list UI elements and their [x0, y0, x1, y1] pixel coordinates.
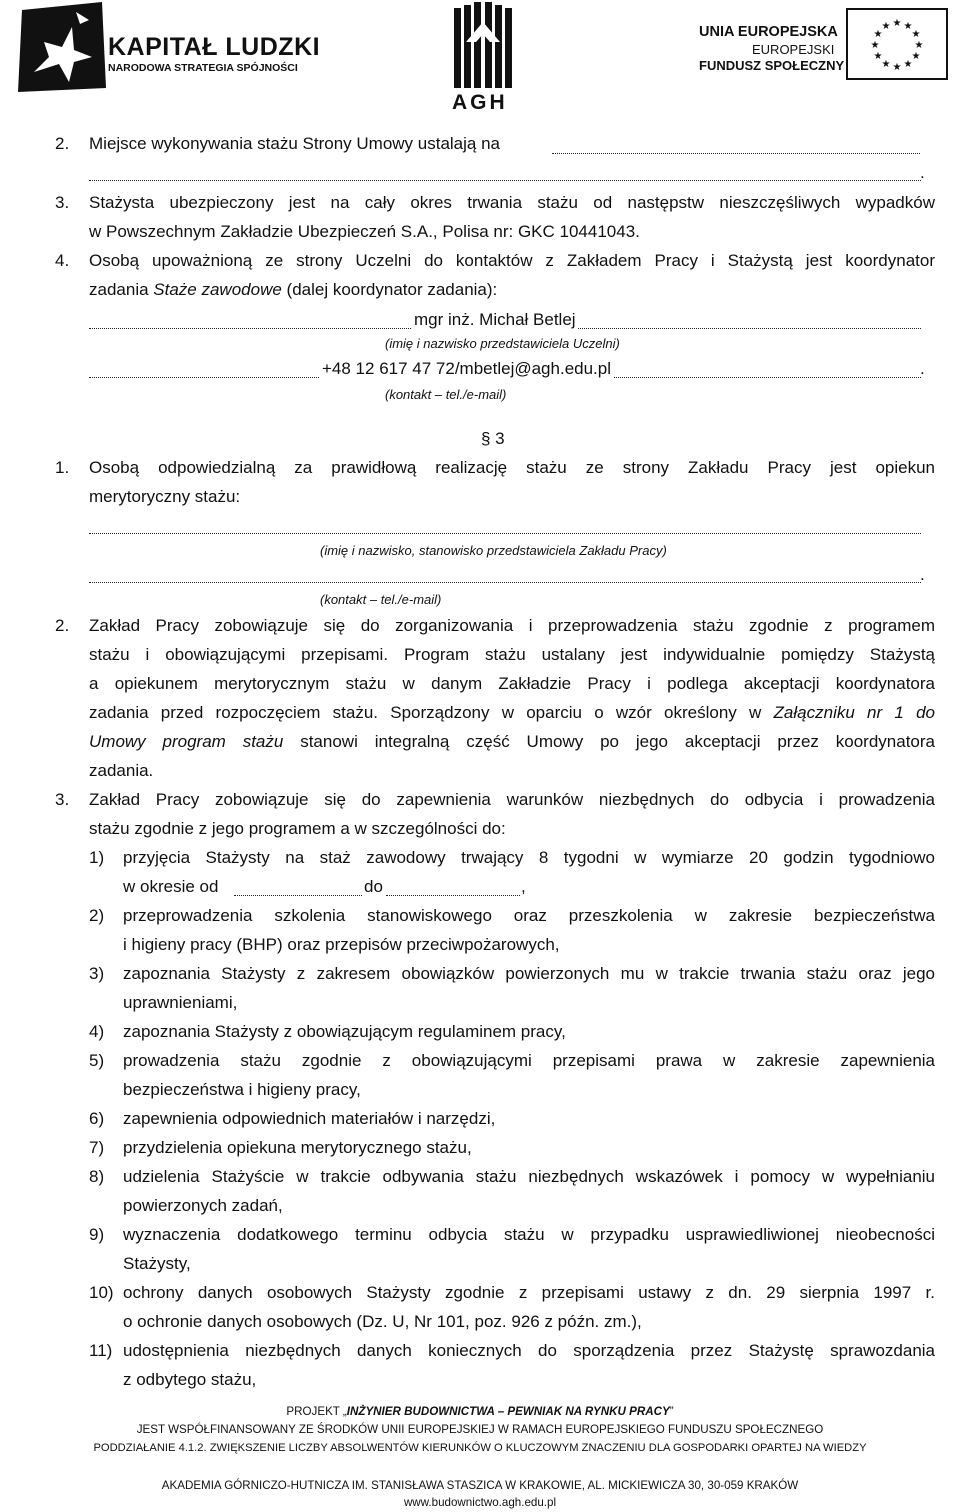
agh-logo-mark: [450, 2, 516, 90]
item-4-number: 4.: [55, 251, 70, 270]
s3-item-2-line-4: zadania przed rozpoczęciem stażu. Sporządzony w oparciu o wzór określony w Załączniku nr 1 do: [89, 703, 935, 722]
project-task-name: Staże zawodowe: [153, 280, 282, 299]
list-item-text: zapewnienia odpowiednich materiałów i narzędzi,: [123, 1109, 496, 1128]
item-2-text: Miejsce wykonywania stażu Strony Umowy ustalają na: [89, 134, 501, 153]
svg-text:★: ★: [873, 29, 883, 40]
svg-text:★: ★: [911, 29, 921, 40]
svg-text:★: ★: [873, 51, 883, 62]
period-comma: ,: [521, 877, 526, 896]
list-item-number: 4): [89, 1022, 105, 1041]
workplace-fill-line-2[interactable]: [89, 180, 921, 181]
list-item-number: 10): [89, 1283, 114, 1302]
list-item-number: 9): [89, 1225, 105, 1244]
s3-item-2-number: 2.: [55, 616, 70, 635]
s3-item-1-line-2: merytoryczny stażu:: [89, 487, 241, 506]
workplace-fill-line-1[interactable]: [552, 153, 920, 154]
list-item-text: zapoznania Stażysty z zakresem obowiązków powierzonych mu w trakcie trwania stażu oraz jego: [123, 964, 935, 983]
list-item-text: prowadzenia stażu zgodnie z obowiązującymi przepisami prawa w zakresie zapewnienia: [123, 1051, 935, 1070]
period-to-fill-line[interactable]: [386, 895, 520, 896]
list-item-text: przydzielenia opiekuna merytorycznego stażu,: [123, 1138, 472, 1157]
eu-flag-icon: [846, 8, 948, 80]
agh-logo-text: AGH: [452, 91, 508, 114]
item-4-line-1: Osobą upoważnioną ze strony Uczelni do kontaktów z Zakładem Pracy i Stażystą jest koordynator: [89, 251, 935, 270]
list-item-text: udzielenia Stażyście w trakcie odbywania stażu niezbędnych wskazówek i pomocy w wypełnianiu: [123, 1167, 935, 1186]
list-item-text-cont: bezpieczeństwa i higieny pracy,: [123, 1080, 361, 1099]
list-item-number: 6): [89, 1109, 105, 1128]
footer-address: AKADEMIA GÓRNICZO-HUTNICZA IM. STANISŁAWA STASZICA W KRAKOWIE, AL. MICKIEWICZA 30, 30-059 KRAKÓW: [161, 1479, 799, 1492]
coordinator-name: mgr inż. Michał Betlej: [414, 310, 576, 329]
s3-item-2-line-5: Umowy program stażu stanowi integralną część Umowy po jego akceptacji przez koordynatora: [89, 732, 935, 751]
supervisor-contact-fill-line[interactable]: [89, 582, 921, 583]
kapital-ludzki-subtitle: NARODOWA STRATEGIA SPÓJNOŚCI: [108, 62, 298, 74]
section-3-heading: § 3: [481, 429, 505, 448]
list-item-text-cont: uprawnieniami,: [123, 993, 238, 1012]
eu-subtitle-1: EUROPEJSKI: [752, 42, 835, 57]
s3-item-2-line-1: Zakład Pracy zobowiązuje się do zorganizowania i przeprowadzenia stażu zgodnie z programem: [89, 616, 935, 635]
kapital-ludzki-title: KAPITAŁ LUDZKI: [108, 33, 321, 61]
list-item-text: zapoznania Stażysty z obowiązującym regulaminem pracy,: [123, 1022, 566, 1041]
list-item-text: przyjęcia Stażysty na staż zawodowy trwający 8 tygodni w wymiarze 20 godzin tygodniowo: [123, 848, 935, 867]
s3-item-3-line-1: Zakład Pracy zobowiązuje się do zapewnienia warunków niezbędnych do odbycia i prowadzenia: [89, 790, 935, 809]
list-item-number: 7): [89, 1138, 105, 1157]
svg-text:★: ★: [870, 40, 880, 51]
list-item-number: 3): [89, 964, 105, 983]
list-item-number: 1): [89, 848, 105, 867]
s3-item-3-number: 3.: [55, 790, 70, 809]
coordinator-contact: +48 12 617 47 72/mbetlej@agh.edu.pl: [322, 359, 612, 378]
item-2-number: 2.: [55, 134, 70, 153]
footer-project: PROJEKT „INŻYNIER BUDOWNICTWA – PEWNIAK NA RYNKU PRACY”: [286, 1405, 674, 1418]
s3-item-1-line-1: Osobą odpowiedzialną za prawidłową realizację stażu ze strony Zakładu Pracy jest opiekun: [89, 458, 935, 477]
item-2-period: .: [920, 163, 925, 182]
contact-caption: (kontakt – tel./e-mail): [385, 387, 507, 402]
s3-item-2-line-2: stażu i obowiązującymi przepisami. Program stażu ustalany jest indywidualnie pomiędzy Stażystą: [89, 645, 935, 664]
supervisor-name-caption: (imię i nazwisko, stanowisko przedstawiciela Zakładu Pracy): [320, 543, 667, 558]
list-item-number: 5): [89, 1051, 105, 1070]
supervisor-name-fill-line[interactable]: [89, 533, 921, 534]
s3-item-2-line-3: a opiekunem merytorycznym stażu w danym Zakładzie Pracy i podlega akceptacji koordynatora: [89, 674, 935, 693]
coordinator-caption: (imię i nazwisko przedstawiciela Uczelni): [385, 336, 620, 351]
item-3-number: 3.: [55, 193, 70, 212]
list-item-text: ochrony danych osobowych Stażysty zgodnie z przepisami ustawy z dn. 29 sierpnia 1997 r.: [123, 1283, 935, 1302]
footer-website-link[interactable]: www.budownictwo.agh.edu.pl: [403, 1496, 557, 1509]
eu-title: UNIA EUROPEJSKA: [699, 24, 838, 40]
list-item-text-cont: powierzonych zadań,: [123, 1196, 283, 1215]
svg-text:★: ★: [911, 51, 921, 62]
item-4-line-2: zadania Staże zawodowe (dalej koordynator zadania):: [89, 280, 498, 299]
kapital-ludzki-logo: [14, 2, 114, 92]
list-item-number: 2): [89, 906, 105, 925]
list-item-text: przeprowadzenia szkolenia stanowiskowego oraz przeszkolenia w zakresie bezpieczeństwa: [123, 906, 935, 925]
item-3-line-2: w Powszechnym Zakładzie Ubezpieczeń S.A., Polisa nr: GKC 10441043.: [89, 222, 640, 241]
list-item-text-cont: z odbytego stażu,: [123, 1370, 257, 1389]
attachment-reference: Załączniku nr 1 do: [773, 703, 935, 722]
supervisor-contact-caption: (kontakt – tel./e-mail): [320, 592, 442, 607]
program-reference: Umowy program stażu: [89, 732, 284, 751]
supervisor-contact-period: .: [920, 565, 925, 584]
list-item-text-cont: o ochronie danych osobowych (Dz. U, Nr 101, poz. 926 z późn. zm.),: [123, 1312, 642, 1331]
svg-text:★: ★: [903, 59, 913, 70]
s3-item-2-line-6: zadania.: [89, 761, 154, 780]
svg-text:★: ★: [881, 21, 891, 32]
svg-text:★: ★: [881, 59, 891, 70]
list-item-text: wyznaczenia dodatkowego terminu odbycia stażu w przypadku usprawiedliwionej nieobecności: [123, 1225, 935, 1244]
svg-text:★: ★: [892, 18, 902, 29]
svg-text:★: ★: [892, 62, 902, 73]
eu-subtitle-2: FUNDUSZ SPOŁECZNY: [699, 58, 845, 73]
period-to-label: do: [364, 877, 383, 896]
svg-text:★: ★: [903, 21, 913, 32]
project-name: INŻYNIER BUDOWNICTWA – PEWNIAK NA RYNKU PRACY: [346, 1405, 670, 1418]
list-item-text: udostępnienia niezbędnych danych koniecznych do sporządzenia przez Stażystę sprawozdania: [123, 1341, 935, 1360]
contact-period: .: [920, 359, 925, 378]
list-item-text-cont: Stażysty,: [123, 1254, 191, 1273]
s3-item-3-line-2: stażu zgodnie z jego programem a w szczególności do:: [89, 819, 506, 838]
svg-text:★: ★: [914, 40, 924, 51]
list-item-text-cont: i higieny pracy (BHP) oraz przepisów przeciwpożarowych,: [123, 935, 560, 954]
period-from-fill-line[interactable]: [234, 895, 362, 896]
footer-cofinancing: JEST WSPÓŁFINANSOWANY ZE ŚRODKÓW UNII EUROPEJSKIEJ W RAMACH EUROPEJSKIEGO FUNDUSZU SPOŁECZNEGO: [136, 1423, 824, 1436]
list-item-number: 11): [89, 1341, 113, 1360]
s3-item-1-number: 1.: [55, 458, 70, 477]
footer-subaction: PODDZIAŁANIE 4.1.2. ZWIĘKSZENIE LICZBY ABSOLWENTÓW KIERUNKÓW O KLUCZOWYM ZNACZENIU DLA GOSPODARKI OPARTEJ NA WIEDZY: [93, 1442, 867, 1454]
item-3-line-1: Stażysta ubezpieczony jest na cały okres trwania stażu od następstw nieszczęśliwych wypadków: [89, 193, 935, 212]
list-item-number: 8): [89, 1167, 105, 1186]
period-from-label: w okresie od: [123, 877, 219, 896]
